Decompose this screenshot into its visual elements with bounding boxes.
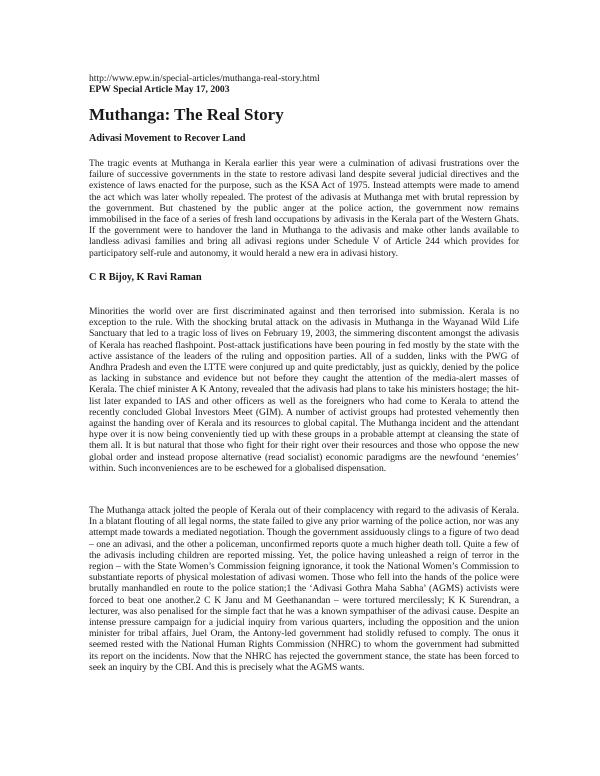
body-paragraph: Minorities the world over are first discriminated against and then terrorised into submission. Kerala is no exception to the rule. With the shocking brutal attack on the adivasis in Muthanga in the Wayanad Wild Life Sanctuary that led to a tragic loss of lives on February 19, 2003, the simmering discontent amongst the adivasis of Kerala has reached flashpoint. Post-attack justifications have been pouring in fed mostly by the state with the active assistance of the leaders of the ruling and opposition parties. All of a sudden, links with the PWG of Andhra Pradesh and even the LTTE were conjured up and quite predictably, just as quickly, denied by the police as lacking in substance and evidence but not before they caught the attention of the media-alert masses of Kerala. The chief minister A K Antony, revealed that the adivasis had plans to take his ministers hostage; the hit-list later expanded to IAS and other officers as well as the foreigners who had come to Kerala to attend the recently concluded Global Investors Meet (GIM). A number of activist groups had protested vehemently then against the handing over of Kerala and its resources to global capital. The Muthanga incident and the attendant hype over it is now being conveniently tied up with these groups in a probable attempt at cleansing the state of them all. It is but natural that those who fight for their right over their resources and those who oppose the new global order and instead propose alternative (read socialist) economic paradigms are the newfound ‘enemies’ within. Such inconveniences are to be eschewed for a globalised dispensation. bbox=[89, 306, 519, 474]
article-title: Muthanga: The Real Story bbox=[89, 105, 284, 124]
abstract-paragraph: The tragic events at Muthanga in Kerala earlier this year were a culmination of adivasi frustrations over the failure of successive governments in the state to restore adivasi land despite several judicial directives and the existence of laws enacted for the purpose, such as the KSA Act of 1975. Instead attempts were made to amend the act which was later wholly repealed. The protest of the adivasis at Muthanga met with brutal repression by the government. But chastened by the public anger at the police action, the government now remains immobilised in the face of a series of fresh land occupations by adivasis in the Kerala part of the Western Ghats. If the government were to handover the land in Muthanga to the adivasis and make other lands available to landless adivasi families and bring all adivasi regions under Schedule V of Article 244 which provides for participatory self-rule and autonomy, it would herald a new era in adivasi history. bbox=[89, 158, 519, 259]
article-subtitle: Adivasi Movement to Recover Land bbox=[89, 133, 246, 144]
source-url: http://www.epw.in/special-articles/muthanga-real-story.html bbox=[89, 73, 320, 84]
body-paragraph: The Muthanga attack jolted the people of Kerala out of their complacency with regard to the adivasis of Kerala. In a blatant flouting of all legal norms, the state failed to give any prior warning of the police action, nor was any attempt made towards a mediated negotiation. Though the government assiduously clings to a figure of two dead – one an adivasi, and the other a policeman, unconfirmed reports quote a much higher death toll. Quite a few of the adivasis including children are reported missing. Yet, the police having unleashed a reign of terror in the region – with the State Women’s Commission feigning ignorance, it took the National Women’s Commission to substantiate reports of physical molestation of adivasi women. Those who fell into the hands of the police were brutally manhandled en route to the police station;1 the ‘Adivasi Gothra Maha Sabha’ (AGMS) activists were forced to beat one another.2 C K Janu and M Geethanandan – were tortured mercilessly; K K Surendran, a lecturer, was also penalised for the simple fact that he was a known sympathiser of the adivasi cause. Despite an intense pressure campaign for a judicial inquiry from various quarters, including the opposition and the union minister for tribal affairs, Juel Oram, the Antony-led government had stolidly refused to comply. The onus it seemed rested with the National Human Rights Commission (NHRC) to whom the government had submitted its report on the incidents. Now that the NHRC has rejected the government stance, the state has been forced to seek an inquiry by the CBI. And this is precisely what the AGMS wants. bbox=[89, 505, 519, 673]
publication-line: EPW Special Article May 17, 2003 bbox=[89, 84, 230, 95]
author-byline: C R Bijoy, K Ravi Raman bbox=[89, 272, 202, 283]
